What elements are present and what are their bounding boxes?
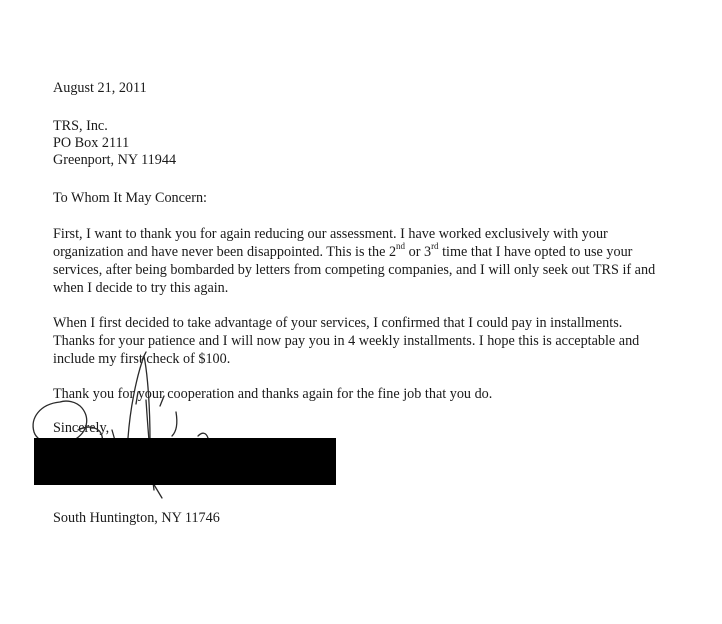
body-paragraph-3: Thank you for your cooperation and thanks again for the fine job that you do. bbox=[53, 386, 493, 402]
paragraph-1-part-2: or 3 bbox=[405, 244, 432, 260]
paragraph-1-part-1: First, I want to thank you for again reducing our assessment. I have worked exclusively with your organization and have never been disappointed. This is the 2 bbox=[53, 226, 608, 260]
ordinal-superscript-nd: nd bbox=[396, 241, 406, 252]
sender-city: South Huntington, NY 11746 bbox=[53, 510, 220, 526]
paragraph-1-part-3: time that I have opted to use your services, after being bombarded by letters from competing companies, and I will only seek out TRS if and when I decide to try this again. bbox=[53, 244, 656, 296]
recipient-name: TRS, Inc. bbox=[53, 118, 108, 134]
salutation: To Whom It May Concern: bbox=[53, 190, 207, 206]
closing: Sincerely, bbox=[53, 420, 110, 436]
body-paragraph-1 bbox=[53, 225, 663, 297]
redaction-bar bbox=[34, 438, 336, 485]
body-paragraph-2: When I first decided to take advantage of your services, I confirmed that I could pay in installments. Thanks for your patience and I will now pay you in 4 weekly installments. I hope this is acceptable and include my first check of $100. bbox=[53, 315, 640, 367]
recipient-address-line1: PO Box 2111 bbox=[53, 135, 130, 151]
letter-date: August 21, 2011 bbox=[53, 80, 147, 96]
recipient-address-line2: Greenport, NY 11944 bbox=[53, 152, 177, 168]
ordinal-superscript-rd: rd bbox=[431, 241, 439, 252]
